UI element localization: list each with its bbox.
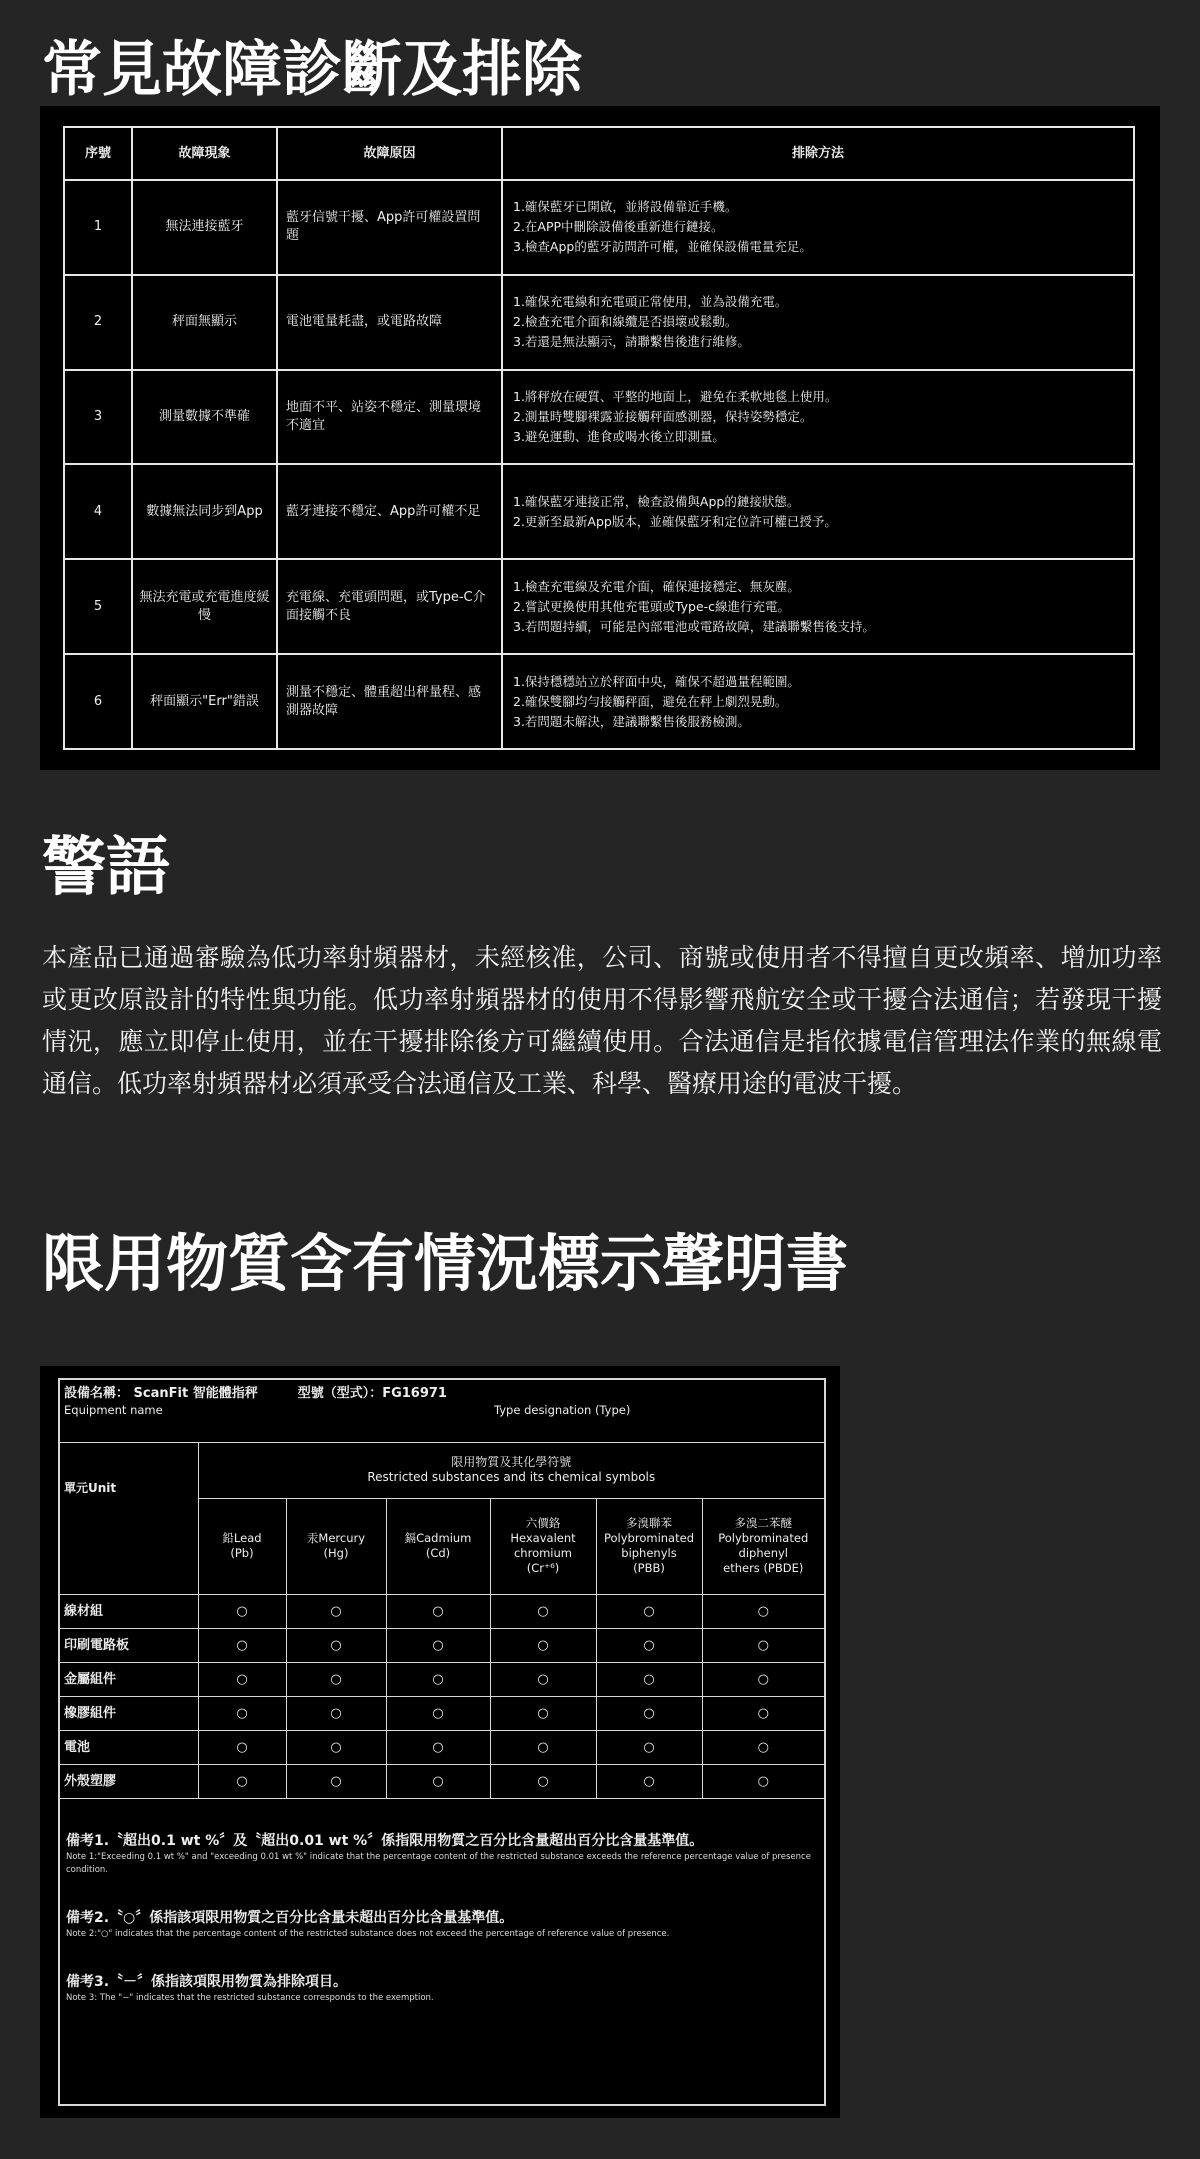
solution-step: 3.檢查App的藍牙訪問許可權，並確保設備電量充足。	[513, 239, 812, 255]
row-symptom: 秤面無顯示	[132, 275, 277, 370]
equipment-name-en: Equipment name	[64, 1403, 163, 1417]
compliance-mark: ○	[386, 1594, 490, 1628]
unit-label: 電池	[60, 1730, 198, 1764]
table-header-row	[64, 127, 1134, 180]
compliance-mark: ○	[198, 1696, 286, 1730]
compliance-mark: ○	[596, 1662, 702, 1696]
compliance-mark: ○	[386, 1764, 490, 1798]
compliance-mark: ○	[490, 1662, 596, 1696]
rohs-notes	[66, 1832, 822, 2037]
note-3: 備考3.〝－〞係指該項限用物質為排除項目。 Note 3: The "−" indicates that the restricted substance corresponds to the exemption.	[66, 1974, 434, 2003]
substance-header: 六價鉻 Hexavalent chromium (Cr⁺⁶)	[490, 1498, 596, 1594]
row-number: 4	[64, 464, 132, 559]
solution-step: 3.若問題未解決，建議聯繫售後服務檢測。	[513, 713, 750, 729]
compliance-mark: ○	[386, 1628, 490, 1662]
rohs-frame	[58, 1378, 826, 2106]
unit-header: 單元Unit	[60, 1442, 198, 1594]
table-row	[64, 275, 1134, 370]
rohs-table	[60, 1380, 824, 1799]
table-row	[60, 1628, 824, 1662]
row-number: 3	[64, 370, 132, 465]
compliance-mark: ○	[286, 1764, 386, 1798]
compliance-mark: ○	[702, 1730, 824, 1764]
row-solutions	[502, 370, 1134, 465]
compliance-mark: ○	[596, 1696, 702, 1730]
header-cause: 故障原因	[277, 127, 502, 180]
solution-step: 1.確保藍牙連接正常，檢查設備與App的鏈接狀態。	[513, 493, 800, 509]
compliance-mark: ○	[286, 1594, 386, 1628]
table-row	[60, 1594, 824, 1628]
row-cause: 電池電量耗盡，或電路故障	[277, 275, 502, 370]
row-cause: 地面不平、站姿不穩定、測量環境不適宜	[277, 370, 502, 465]
type-designation: 型號（型式）：FG16971	[297, 1386, 447, 1401]
compliance-mark: ○	[702, 1594, 824, 1628]
compliance-mark: ○	[198, 1730, 286, 1764]
rohs-declaration-title: 限用物質含有情況標示聲明書	[42, 1227, 849, 1300]
solution-step: 3.若還是無法顯示，請聯繫售後進行維修。	[513, 334, 750, 350]
solution-step: 1.確保充電線和充電頭正常使用，並為設備充電。	[513, 294, 788, 310]
solution-step: 1.檢查充電線及充電介面，確保連接穩定、無灰塵。	[513, 578, 800, 594]
row-cause: 測量不穩定、體重超出秤量程、感測器故障	[277, 654, 502, 749]
substance-header: 鉛Lead (Pb)	[198, 1498, 286, 1594]
table-row	[60, 1662, 824, 1696]
row-solutions	[502, 275, 1134, 370]
compliance-mark: ○	[198, 1628, 286, 1662]
solution-step: 3.避免運動、進食或喝水後立即測量。	[513, 429, 725, 445]
compliance-mark: ○	[702, 1696, 824, 1730]
row-solutions	[502, 464, 1134, 559]
table-row	[60, 1764, 824, 1798]
compliance-mark: ○	[702, 1628, 824, 1662]
table-row	[64, 559, 1134, 654]
compliance-mark: ○	[198, 1764, 286, 1798]
row-symptom: 無法充電或充電進度緩慢	[132, 559, 277, 654]
solution-step: 2.檢查充電介面和線纜是否損壞或鬆動。	[513, 314, 738, 330]
table-row	[64, 180, 1134, 275]
unit-label: 外殼塑膠	[60, 1764, 198, 1798]
compliance-mark: ○	[386, 1662, 490, 1696]
row-cause: 藍牙連接不穩定、App許可權不足	[277, 464, 502, 559]
rohs-table-panel	[40, 1366, 840, 2118]
compliance-mark: ○	[596, 1764, 702, 1798]
warning-paragraph: 本產品已通過審驗為低功率射頻器材，未經核准，公司、商號或使用者不得擅自更改頻率、增加功率或更改原設計的特性與功能。低功率射頻器材的使用不得影響飛航安全或干擾合法通信；若發現干擾情況，應立即停止使用，並在干擾排除後方可繼續使用。合法通信是指依據電信管理法作業的無線電通信。低功率射頻器材必須承受合法通信及工業、科學、醫療用途的電波干擾。	[42, 943, 1162, 1098]
compliance-mark: ○	[596, 1730, 702, 1764]
solution-step: 1.確保藍牙已開啟，並將設備靠近手機。	[513, 199, 738, 215]
solution-step: 1.保持穩穩站立於秤面中央，確保不超過量程範圍。	[513, 673, 800, 689]
compliance-mark: ○	[198, 1662, 286, 1696]
unit-label: 金屬組件	[60, 1662, 198, 1696]
substance-header: 多溴聯苯 Polybrominated biphenyls (PBB)	[596, 1498, 702, 1594]
header-symptom: 故障現象	[132, 127, 277, 180]
compliance-mark: ○	[490, 1730, 596, 1764]
compliance-mark: ○	[596, 1594, 702, 1628]
unit-label: 橡膠組件	[60, 1696, 198, 1730]
compliance-mark: ○	[286, 1662, 386, 1696]
compliance-mark: ○	[286, 1628, 386, 1662]
equipment-name: 設備名稱： ScanFit 智能體指秤	[64, 1386, 258, 1401]
solution-step: 3.若問題持續，可能是內部電池或電路故障，建議聯繫售後支持。	[513, 618, 875, 634]
row-solutions	[502, 654, 1134, 749]
row-cause: 充電線、充電頭問題，或Type-C介面接觸不良	[277, 559, 502, 654]
row-number: 6	[64, 654, 132, 749]
compliance-mark: ○	[702, 1764, 824, 1798]
compliance-mark: ○	[198, 1594, 286, 1628]
row-cause: 藍牙信號干擾、App許可權設置問題	[277, 180, 502, 275]
troubleshooting-table	[63, 126, 1135, 750]
substance-header: 多溴二苯醚 Polybrominated diphenyl ethers (PBDE)	[702, 1498, 824, 1594]
solution-step: 1.將秤放在硬質、平整的地面上，避免在柔軟地毯上使用。	[513, 389, 838, 405]
compliance-mark: ○	[490, 1764, 596, 1798]
row-symptom: 無法連接藍牙	[132, 180, 277, 275]
compliance-mark: ○	[386, 1730, 490, 1764]
warning-title: 警語	[42, 831, 170, 905]
table-row	[60, 1696, 824, 1730]
row-solutions	[502, 559, 1134, 654]
compliance-mark: ○	[702, 1662, 824, 1696]
note-1: 備考1.〝超出0.1 wt %〞及〝超出0.01 wt %〞係指限用物質之百分比含量超出百分比含量基準值。 Note 1:"Exceeding 0.1 wt %" and "exceeding 0.01 wt %" indicate that the percentage content of the restricted substance exceeds the reference percentage value of presence condition.	[66, 1833, 811, 1875]
table-row	[64, 370, 1134, 465]
note-2: 備考2.〝○〞係指該項限用物質之百分比含量未超出百分比含量基準值。 Note 2:"○" indicates that the percentage content of the restricted substance does not exceed the percentage of reference value of presence.	[66, 1910, 670, 1939]
compliance-mark: ○	[490, 1594, 596, 1628]
substance-header: 汞Mercury (Hg)	[286, 1498, 386, 1594]
troubleshooting-title: 常見故障診斷及排除	[42, 35, 582, 105]
header-solution: 排除方法	[502, 127, 1134, 180]
compliance-mark: ○	[286, 1730, 386, 1764]
unit-label: 印刷電路板	[60, 1628, 198, 1662]
row-number: 1	[64, 180, 132, 275]
equipment-info	[60, 1380, 824, 1442]
solution-step: 2.更新至最新App版本，並確保藍牙和定位許可權已授予。	[513, 513, 837, 529]
restricted-substances-header: 限用物質及其化學符號 Restricted substances and its chemical symbols	[198, 1442, 824, 1498]
header-number: 序號	[64, 127, 132, 180]
row-solutions	[502, 180, 1134, 275]
substance-header: 鎘Cadmium (Cd)	[386, 1498, 490, 1594]
unit-label: 線材組	[60, 1594, 198, 1628]
solution-step: 2.測量時雙腳裸露並接觸秤面感測器，保持姿勢穩定。	[513, 409, 813, 425]
solution-step: 2.嘗試更換使用其他充電頭或Type-c線進行充電。	[513, 598, 791, 614]
row-symptom: 數據無法同步到App	[132, 464, 277, 559]
type-designation-en: Type designation (Type)	[494, 1403, 631, 1417]
compliance-mark: ○	[596, 1628, 702, 1662]
solution-step: 2.確保雙腳均勻接觸秤面，避免在秤上劇烈晃動。	[513, 693, 788, 709]
troubleshooting-table-panel	[40, 106, 1160, 770]
row-number: 2	[64, 275, 132, 370]
compliance-mark: ○	[490, 1628, 596, 1662]
table-row	[64, 464, 1134, 559]
compliance-mark: ○	[286, 1696, 386, 1730]
row-symptom: 秤面顯示"Err"錯誤	[132, 654, 277, 749]
table-row	[64, 654, 1134, 749]
solution-step: 2.在APP中刪除設備後重新進行鏈接。	[513, 219, 724, 235]
table-row	[60, 1730, 824, 1764]
compliance-mark: ○	[386, 1696, 490, 1730]
row-symptom: 測量數據不準確	[132, 370, 277, 465]
compliance-mark: ○	[490, 1696, 596, 1730]
row-number: 5	[64, 559, 132, 654]
